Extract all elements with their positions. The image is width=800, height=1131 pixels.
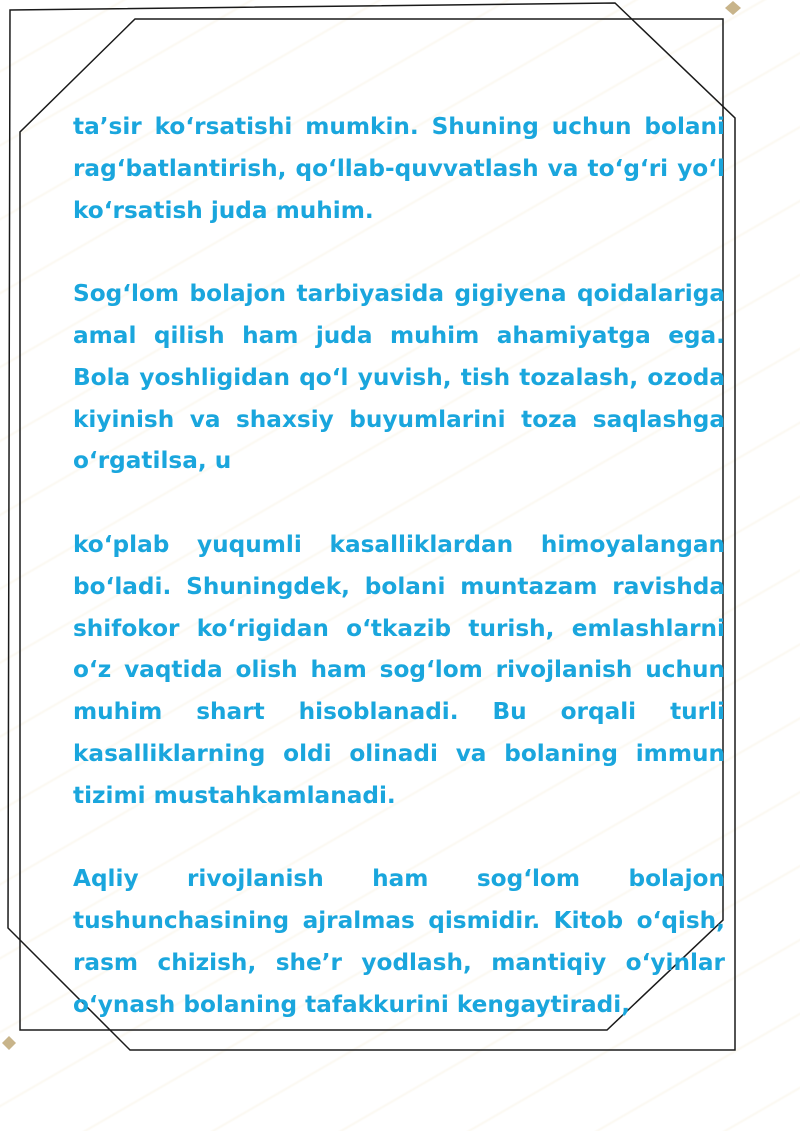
paragraph: ta’sir ko‘rsatishi mumkin. Shuning uchun bolani rag‘batlantirish, qo‘llab-quvvatlash va to‘g‘ri yo‘l ko‘rsatish juda muhim. bbox=[73, 113, 725, 224]
document-body bbox=[73, 106, 725, 1026]
diamond-ornament-top-right bbox=[725, 1, 741, 15]
paragraph: Aqliy rivojlanish ham sog‘lom bolajon tushunchasining ajralmas qismidir. Kitob o‘qish, rasm chizish, she’r yodlash, mantiqiy o‘yinlar o‘ynash bolaning tafakkurini kengaytiradi, bbox=[73, 865, 725, 1018]
diamond-ornament-bottom-left bbox=[2, 1036, 16, 1050]
paragraph: ko‘plab yuqumli kasalliklardan himoyalangan bo‘ladi. Shuningdek, bolani muntazam ravishda shifokor ko‘rigidan o‘tkazib turish, emlashlarni o‘z vaqtida olish ham sog‘lom rivojlanish uchun muhim shart hisoblanadi. Bu orqali turli kasalliklarning oldi olinadi va bolaning immun tizimi mustahkamlanadi. bbox=[73, 530, 725, 809]
paragraph: Sog‘lom bolajon tarbiyasida gigiyena qoidalariga amal qilish ham juda muhim ahamiyatga ega. Bola yoshligidan qo‘l yuvish, tish tozalash, ozoda kiyinish va shaxsiy buyumlarini toza saqlashga o‘rgatilsa, u bbox=[73, 280, 725, 475]
